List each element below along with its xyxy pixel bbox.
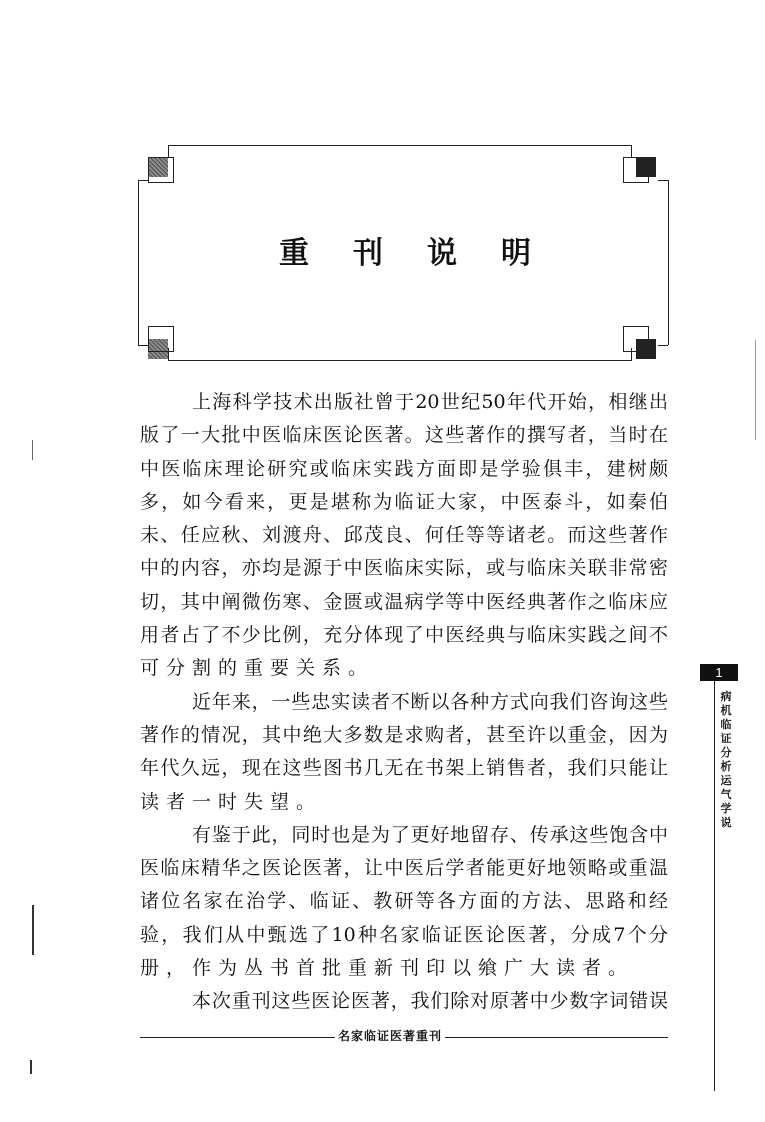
scan-mark xyxy=(755,340,756,440)
text-line: 本次重刊这些医论医著，我们除对原著中少数字词错误 xyxy=(192,990,668,1013)
text-line: 著作的情况，其中绝大多数是求购者，甚至许以重金，因为 xyxy=(140,723,668,746)
text-line: 年代久远，现在这些图书几无在书架上销售者，我们只能让 xyxy=(140,757,668,780)
frame-connector xyxy=(631,145,632,157)
frame-left-line xyxy=(138,180,139,345)
text-line: 中的内容，亦均是源于中医临床实际，或与临床关联非常密 xyxy=(140,557,668,580)
running-footer: 名家临证医著重刊 xyxy=(335,1027,445,1044)
text-line: 可分割的重要关系。 xyxy=(140,657,375,680)
text-line: 切，其中阐微伤寒、金匮或温病学等中医经典著作之临床应 xyxy=(140,590,668,613)
frame-top-line xyxy=(168,145,632,146)
frame-right-line xyxy=(668,180,669,345)
text-line: 中医临床理论研究或临床实践方面即是学验俱丰，建树颇 xyxy=(140,457,668,480)
text-line: 未、任应秋、刘渡舟、邱茂良、何任等等诸老。而这些著作 xyxy=(140,524,668,547)
text-line: 版了一大批中医临床医论医著。这些著作的撰写者，当时在 xyxy=(140,424,668,447)
corner-ornament-icon xyxy=(623,326,649,352)
corner-ornament-icon xyxy=(623,157,649,183)
frame-connector xyxy=(138,345,148,346)
corner-ornament-icon xyxy=(148,326,174,352)
page-title xyxy=(150,228,660,272)
title-char: 重 xyxy=(279,236,309,271)
text-line: 多，如今看来，更是堪称为临证大家，中医泰斗，如秦伯 xyxy=(140,490,668,513)
frame-connector xyxy=(168,145,169,157)
text-line: 诸位名家在治学、临证、教研等各方面的方法、思路和经 xyxy=(140,890,668,913)
scan-mark xyxy=(32,905,34,955)
chapter-tab-number: 1 xyxy=(700,664,738,681)
corner-ornament-icon xyxy=(148,157,174,183)
text-line: 有鉴于此，同时也是为了更好地留存、传承这些饱含中 xyxy=(192,823,668,846)
text-line: 用者占了不少比例，充分体现了中医经典与临床实践之间不 xyxy=(140,624,668,647)
scan-mark xyxy=(32,440,33,460)
text-line: 医临床精华之医论医著，让中医后学者能更好地领略或重温 xyxy=(140,857,668,880)
title-char: 明 xyxy=(501,236,531,271)
text-line: 上海科学技术出版社曾于20世纪50年代开始，相继出 xyxy=(192,391,668,413)
title-char: 说 xyxy=(427,236,457,271)
chapter-tab-label: 病机临证分析 运气学说 xyxy=(720,690,732,829)
text-line: 近年来，一些忠实读者不断以各种方式向我们咨询这些 xyxy=(192,690,668,713)
frame-bottom-line xyxy=(168,360,632,361)
text-line: 册，作为丛书首批重新刊印以飨广大读者。 xyxy=(140,957,635,980)
frame-connector xyxy=(658,345,668,346)
title-char: 刊 xyxy=(353,236,383,271)
frame-connector xyxy=(138,180,148,181)
frame-connector xyxy=(658,180,668,181)
text-line: 验，我们从中甄选了10种名家临证医论医著，分成7个分 xyxy=(140,923,668,946)
text-line: 读者一时失望。 xyxy=(140,790,323,813)
body-text xyxy=(140,386,668,1019)
scan-mark xyxy=(30,1060,32,1074)
side-rule xyxy=(714,681,715,1091)
